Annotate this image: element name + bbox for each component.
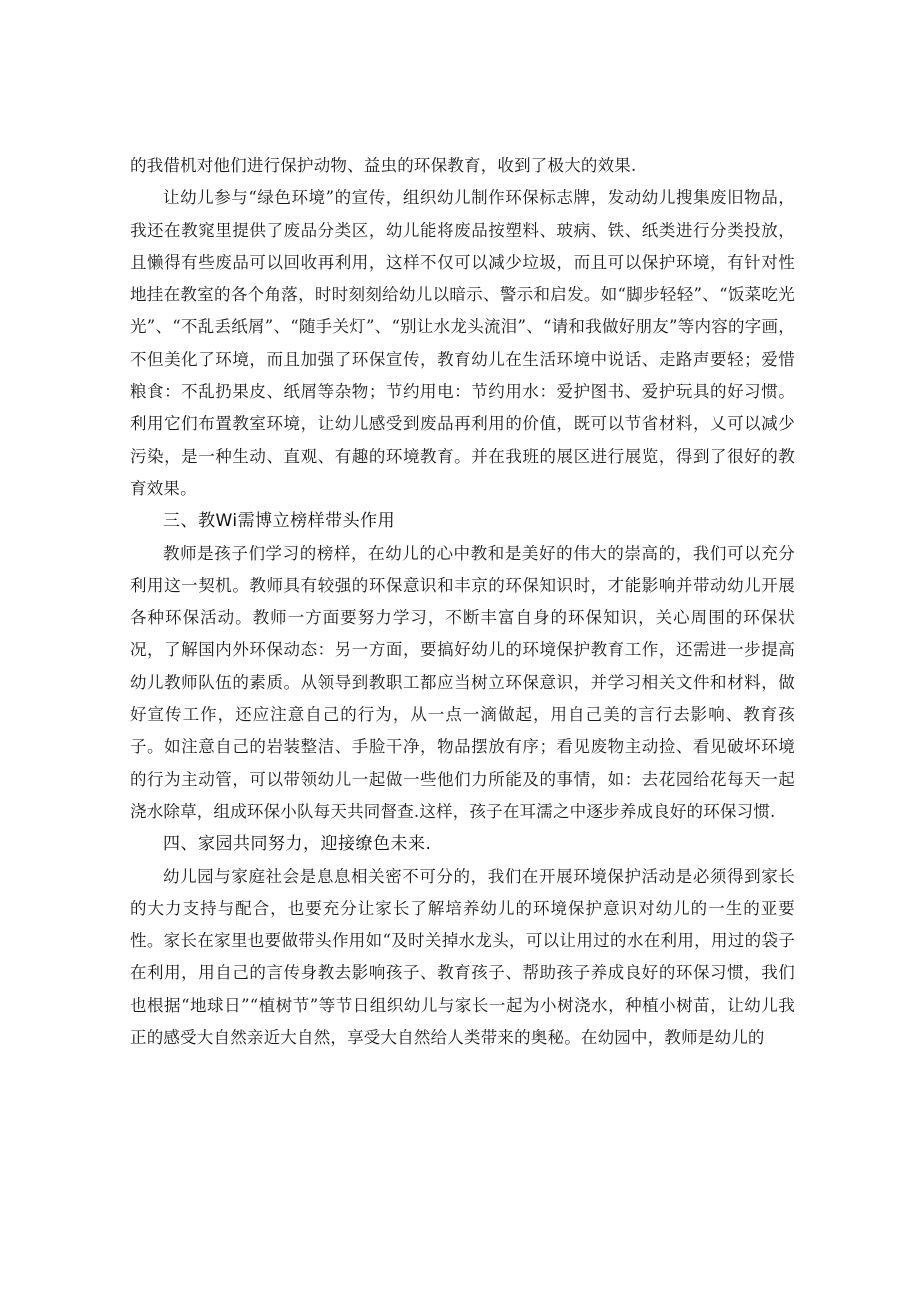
- section-heading-3: 三、教Wi需博立榜样带头作用: [163, 511, 396, 532]
- paragraph-continuation: 的我借机对他们进行保护动物、益虫的环保教育，收到了极大的效果.: [130, 156, 637, 175]
- section-heading-4: 四、家园共同努力，迎接缭色未来.: [163, 834, 432, 855]
- paragraph-home-school: 幼儿园与家庭社会是息息相关密不可分的，我们在开展环境保护活动是必须得到家长的大力支持与配合，也要充分让家长了解培养幼儿的环境保护意识对幼儿的一生的亚要性。家长在家里也要做带头作用如“及时关掉水龙头，可以让用过的水在利用，用过的袋子在利用，用自己的言传身教去影响孩子、教育孩子、帮助孩子养成良好的环保习惯，我们也根据“地球日”“植树节”等节日组织幼儿与家长一起为小树浇水，种植小树苗，让幼儿我正的感受大自然亲近大自然，享受大自然给人类带来的奥秘。在幼园中，教师是幼儿的: [130, 866, 795, 1048]
- paragraph-teacher-role-model: 教师是孩子们学习的榜样，在幼儿的心中教和是美好的伟大的崇高的，我们可以充分利用这一契机。教师具有较强的环保意识和丰京的环保知识时，才能影响并带动幼儿开展各种环保活动。教师一方面要努力学习，不断丰富自身的环保知识，关心周围的环保状况，了解国内外环保动态：另一方面，要搞好幼儿的环境保护教育工作，还需进一步提高幼儿教师队伍的素质。从领导到教职工都应当树立环保意识，并学习相关文件和材料，做好宣传工作，还应注意自己的行为，从一点一滴做起，用自己美的言行去影响、教育孩子。如注意自己的岩装整洁、手脸干净，物品摆放有序；看见废物主动捡、看见破坏环境的行为主动管，可以带领幼儿一起做一些他们力所能及的事情，如：去花园给花每天一起浇水除草，组成环保小队每天共同督查.这样，孩子在耳濡之中逐步养成良好的环保习惯.: [130, 543, 795, 821]
- document-body: [130, 150, 795, 1054]
- paragraph-green-environment: 让幼儿参与“绿色环境”的宣传，组织幼儿制作环保标志牌，发动幼儿搜集废旧物品，我还在教窕里提供了废品分类区，幼儿能将废品按塑料、玻病、铁、纸类进行分类投放，且懒得有些废品可以回收再利用，这样不仅可以减少垃圾，而且可以保护环境，有针对性地挂在教室的各个角落，时时刻刻给幼儿以暗示、警示和启发。如“脚步轻轻”、“饭菜吃光光”、“不乱丢纸屑”、“随手关灯”、“别让水龙头流泪”、“请和我做好朋友”等内容的字画，不但美化了环境，而且加强了环保宣传，教育幼儿在生活环境中说话、走路声要轻；爱惜粮食：不乱扔果皮、纸屑等杂物；节约用电：节约用水：爱护图书、爱护玩具的好习惯。利用它们布置教室环境，让幼儿感受到废品再利用的价值，既可以节省材料，乂可以减少污染，是一种生动、直观、有趣的环境教育。并在我班的展区进行展览，得到了很好的教育效果。: [130, 188, 795, 498]
